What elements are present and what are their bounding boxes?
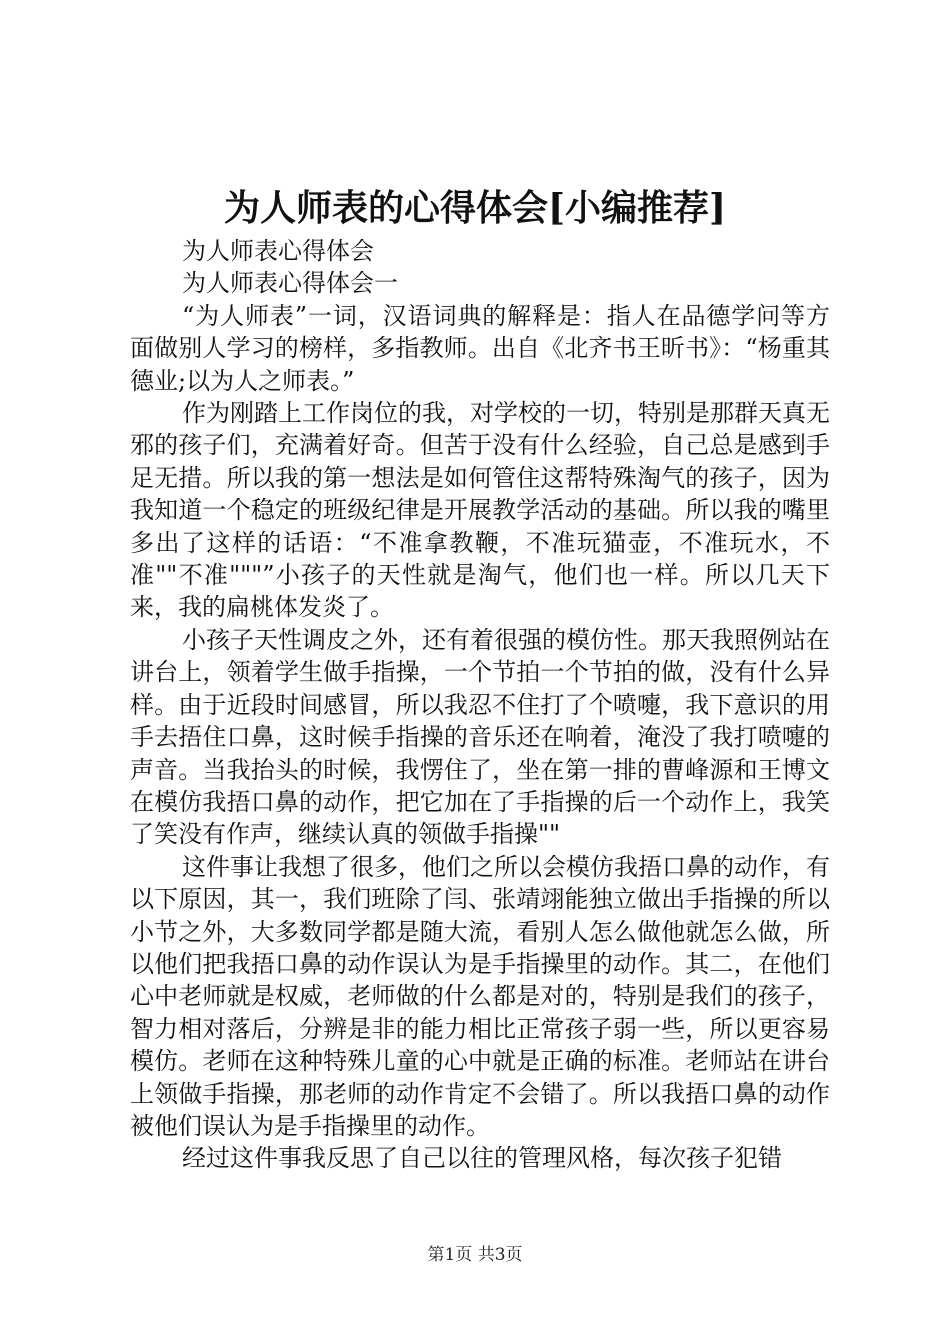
page-footer: 第1页 共3页	[427, 1245, 523, 1265]
paragraph: 经过这件事我反思了自己以往的管理风格，每次孩子犯错	[182, 1144, 782, 1173]
paragraph: 这件事让我想了很多，他们之所以会模仿我捂口鼻的动作，有以下原因，其一，我们班除了闫、张靖翊能独立做出手指操的所以小节之外，大多数同学都是随大流，看别人怎么做他就怎么做，所以他们把我捂口鼻的动作误认为是手指操里的动作。其二，在他们心中老师就是权威，老师做的什么都是对的，特别是我们的孩子，智力相对落后，分辨是非的能力相比正常孩子弱一些，所以更容易模仿。老师在这种特殊儿童的心中就是正确的标准。老师站在讲台上领做手指操，那老师的动作肯定不会错了。所以我捂口鼻的动作被他们误认为是手指操里的动作。	[130, 852, 830, 1140]
paragraph-subtitle: 为人师表心得体会	[182, 237, 374, 265]
document-body	[130, 235, 830, 1175]
paragraph-section-heading: 为人师表心得体会一	[182, 269, 398, 298]
paragraph: “为人师表”一词，汉语词典的解释是：指人在品德学问等方面做别人学习的榜样，多指教师。出自《北齐书王昕书》：“杨重其德业;以为人之师表。”	[130, 301, 830, 395]
paragraph: 作为刚踏上工作岗位的我，对学校的一切，特别是那群天真无邪的孩子们，充满着好奇。但苦于没有什么经验，自己总是感到手足无措。所以我的第一想法是如何管住这帮特殊淘气的孩子，因为我知道一个稳定的班级纪律是开展教学活动的基础。所以我的嘴里多出了这样的话语：“不准拿教鞭，不准玩猫壶，不准玩水，不准""不准"""”小孩子的天性就是淘气，他们也一样。所以几天下来，我的扁桃体发炎了。	[130, 399, 830, 622]
paragraph: 小孩子天性调皮之外，还有着很强的模仿性。那天我照例站在讲台上，领着学生做手指操，一个节拍一个节拍的做，没有什么异样。由于近段时间感冒，所以我忍不住打了个喷嚏，我下意识的用手去捂住口鼻，这时候手指操的音乐还在响着，淹没了我打喷嚏的声音。当我抬头的时候，我愣住了，坐在第一排的曹峰源和王博文在模仿我捂口鼻的动作，把它加在了手指操的后一个动作上，我笑了笑没有作声，继续认真的领做手指操""	[130, 625, 830, 849]
document-title: 为人师表的心得体会[小编推荐]	[223, 187, 727, 229]
